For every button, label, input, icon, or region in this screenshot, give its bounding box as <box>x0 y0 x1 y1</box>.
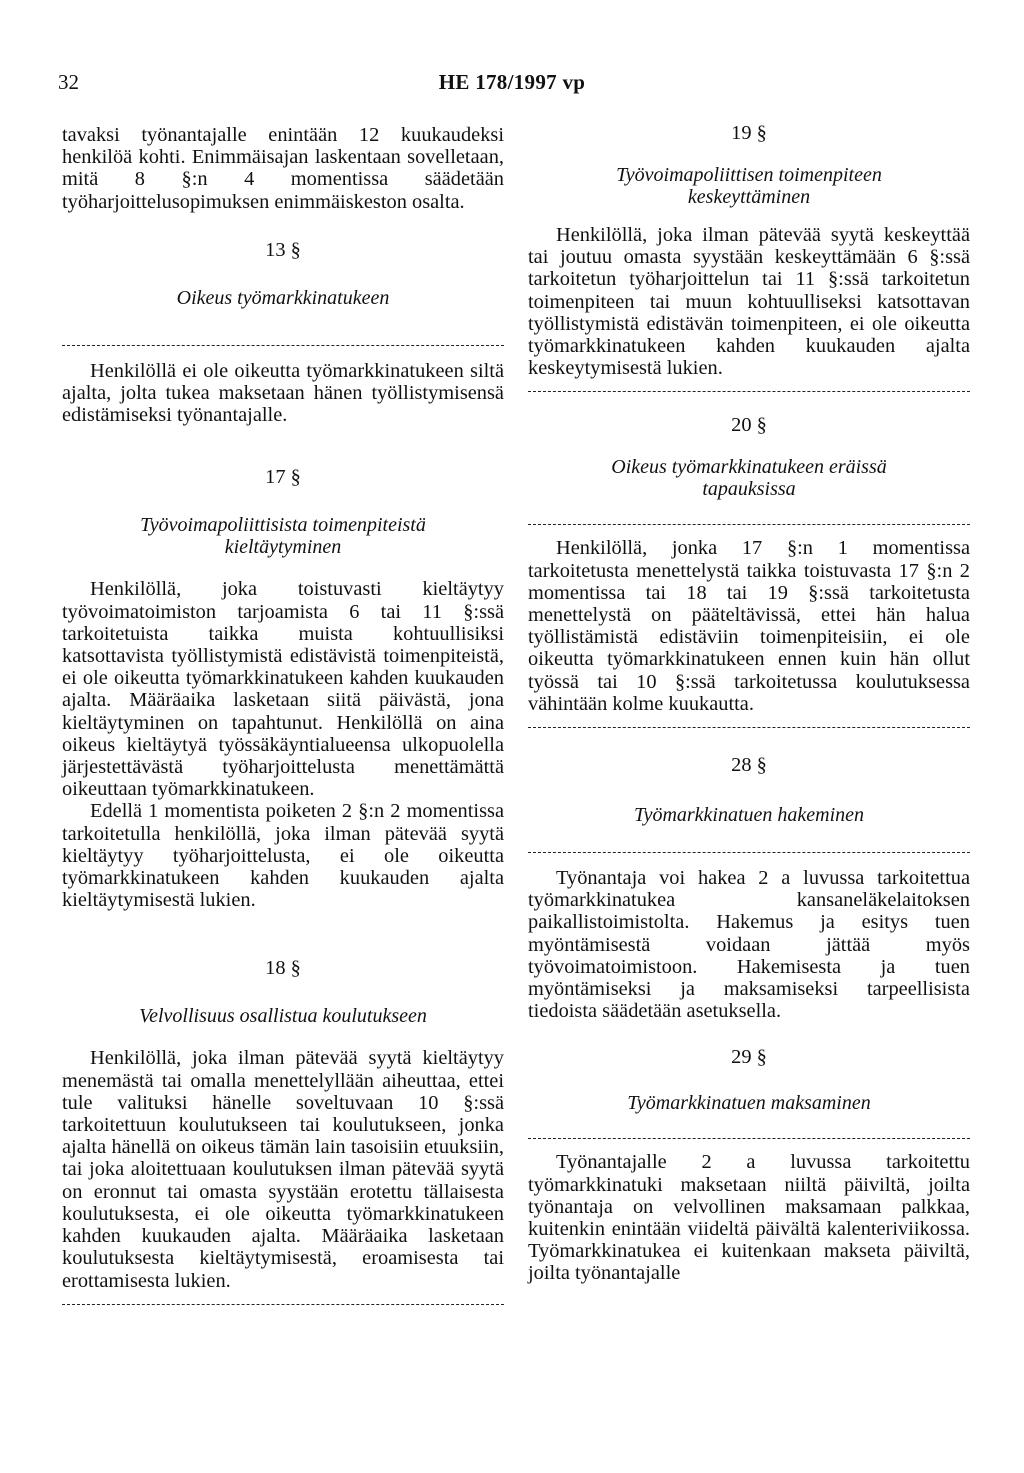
omission-dashes <box>528 1128 970 1139</box>
section-19-text: Henkilöllä, joka ilman pätevää syytä keskeyttää tai joutuu omasta syystään keskeyttämään 6 §:ssä tarkoitetun työharjoittelun tai 11 §:ssä tarkoitetun toimenpiteen tai muun kohtuulliseksi katsottavan työllistymistä edistävän toimenpiteen, ei ole oikeutta työmarkkinatukeen kahden kuukauden ajalta keskeytymisestä lukien. <box>528 224 970 380</box>
omission-dashes <box>528 514 970 525</box>
section-17-number: 17 § <box>265 466 301 489</box>
section-28-text: Työnantaja voi hakea 2 a luvussa tarkoitettua työmarkkinatukea kansaneläkelaitoksen paikallistoimistolta. Hakemus ja esitys tuen myöntämisestä voidaan jättää myös työvoimatoimistoon. Hakemisesta ja tuen myöntämiseksi ja maksamiseksi tarpeellisista tiedoista säädetään asetuksella. <box>528 867 970 1023</box>
omission-dashes <box>62 1294 504 1305</box>
section-28-title: Työmarkkinatuen hakeminen <box>633 804 865 827</box>
section-20-text: Henkilöllä, jonka 17 §:n 1 momentissa tarkoitetusta menettelystä taikka toistuvasta 17 §:n 2 momentissa tai 18 tai 19 §:ssä tarkoitetusta menettelystä on pääteltävissä, ettei hän halua työllistämistä edistäviin toimenpiteisiin, ei ole oikeutta työmarkkinatukeen ennen kuin hän ollut työssä tai 10 §:ssä tarkoitetussa koulutuksessa vähintään kolme kuukautta. <box>528 537 970 715</box>
omission-dashes <box>62 335 504 346</box>
right-column <box>528 120 970 1285</box>
section-13-number: 13 § <box>265 238 301 261</box>
section-19-number: 19 § <box>731 122 767 144</box>
section-20-title: Oikeus työmarkkinatukeen eräissä tapauksissa <box>611 456 887 501</box>
section-18-title: Velvollisuus osallistua koulutukseen <box>139 1005 427 1028</box>
intro-paragraph: tavaksi työnantajalle enintään 12 kuukaudeksi henkilöä kohti. Enimmäisajan laskentaan sovelletaan, mitä 8 §:n 4 momentissa säädetään työharjoittelusopimuksen enimmäiskeston osalta. <box>62 124 504 213</box>
section-19-title: Työvoimapoliittisen toimenpiteen keskeyttäminen <box>616 164 882 208</box>
section-18-text: Henkilöllä, joka ilman pätevää syytä kieltäytyy menemästä tai omalla menettelyllään aiheuttaa, ettei tule valituksi hänelle soveltuvaan 10 §:ssä tarkoitettuun koulutukseen tai koulutukseen, jonka ajalta hänellä on oikeus tämän lain tasoisiin etuuksiin, tai joka aloitettuaan koulutuksen ilman pätevää syytä on eronnut tai omasta syystään erotettu tällaisesta koulutuksesta, ei ole oikeutta työmarkkinatukeen kahden kuukauden ajalta. Määräaika lasketaan koulutuksesta kieltäytymisestä, eroamisesta tai erottamisesta lukien. <box>62 1047 504 1292</box>
section-29-number: 29 § <box>731 1046 767 1069</box>
section-17-paragraph-2: Edellä 1 momentista poiketen 2 §:n 2 momentissa tarkoitetulla henkilöllä, joka ilman pätevää syytä kieltäytyy työharjoittelusta, ei ole oikeutta työmarkkinatukeen kahden kuukauden ajalta kieltäytymisestä lukien. <box>62 800 504 912</box>
section-20-number: 20 § <box>731 414 767 437</box>
section-13-text: Henkilöllä ei ole oikeutta työmarkkinatukeen siltä ajalta, jolta tukea maksetaan hänen työllistymisensä edistämiseksi työnantajalle. <box>62 359 504 427</box>
omission-dashes <box>528 842 970 853</box>
section-13-title: Oikeus työmarkkinatukeen <box>176 286 390 309</box>
section-17-title: Työvoimapoliittisista toimenpiteistä kieltäytyminen <box>140 514 426 559</box>
section-17-paragraph-1: Henkilöllä, joka toistuvasti kieltäytyy työvoimatoimiston tarjoamista 6 tai 11 §:ssä tarkoitetuista taikka muista kohtuullisiksi katsottavista työllistymistä edistävistä toimenpiteistä, ei ole oikeutta työmarkkinatukeen kahden kuukauden ajalta. Määräaika lasketaan siitä päivästä, jona kieltäytyminen on tapahtunut. Henkilöllä on aina oikeus kieltäytyä työssäkäyntialueensa ulkopuolella järjestettävästä työharjoittelusta menettämättä oikeuttaan työmarkkinatukeen. <box>62 578 504 801</box>
section-18-number: 18 § <box>265 957 301 980</box>
page-header <box>0 70 1024 100</box>
section-29-title: Työmarkkinatuen maksaminen <box>627 1092 871 1115</box>
document-id: HE 178/1997 vp <box>438 70 586 94</box>
omission-dashes <box>528 381 970 392</box>
section-28-number: 28 § <box>731 754 767 777</box>
section-29-text: Työnantajalle 2 a luvussa tarkoitettu työmarkkinatuki maksetaan niiltä päiviltä, joilta työnantaja on velvollinen maksamaan palkkaa, kuitenkin enintään viideltä päivältä kalenteriviikossa. Työmarkkinatukea ei kuitenkaan makseta päiviltä, joilta työnantajalle <box>528 1151 970 1285</box>
page-number: 32 <box>58 70 79 94</box>
omission-dashes <box>528 717 970 728</box>
left-column <box>62 124 504 1317</box>
